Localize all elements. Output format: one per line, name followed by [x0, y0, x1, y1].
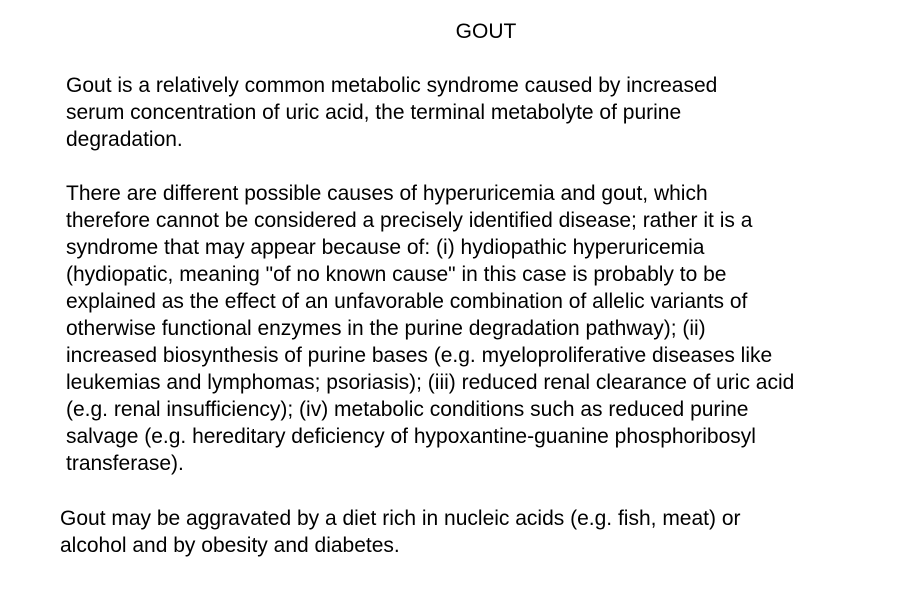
text-line: There are different possible causes of hyperuricemia and gout, which [66, 182, 708, 205]
text-line: degradation. [66, 128, 183, 151]
text-line: Gout may be aggravated by a diet rich in nucleic acids (e.g. fish, meat) or [60, 507, 741, 530]
text-line: syndrome that may appear because of: (i) hydiopathic hyperuricemia [66, 236, 705, 259]
text-line: serum concentration of uric acid, the terminal metabolyte of purine [66, 101, 682, 124]
paragraph-gout-aggravation [24, 505, 874, 559]
paragraph-gout-causes [24, 180, 874, 477]
text-line: therefore cannot be considered a precisely identified disease; rather it is a [66, 209, 753, 232]
text-line: transferase). [66, 452, 184, 475]
text-line: Gout is a relatively common metabolic syndrome caused by increased [66, 74, 718, 97]
text-line: otherwise functional enzymes in the purine degradation pathway); (ii) [66, 317, 706, 340]
text-line: increased biosynthesis of purine bases (e.g. myeloproliferative diseases like [66, 344, 773, 367]
document-title: GOUT [455, 20, 517, 43]
text-line: leukemias and lymphomas; psoriasis); (iii) reduced renal clearance of uric acid [66, 371, 795, 394]
text-line: salvage (e.g. hereditary deficiency of hypoxantine-guanine phosphoribosyl [66, 425, 756, 448]
text-line: alcohol and by obesity and diabetes. [60, 534, 400, 557]
text-line: (hydiopatic, meaning "of no known cause" in this case is probably to be [66, 263, 727, 286]
text-line: explained as the effect of an unfavorable combination of allelic variants of [66, 290, 748, 313]
text-line: (e.g. renal insufficiency); (iv) metabolic conditions such as reduced purine [66, 398, 749, 421]
paragraph-gout-definition [24, 72, 874, 153]
